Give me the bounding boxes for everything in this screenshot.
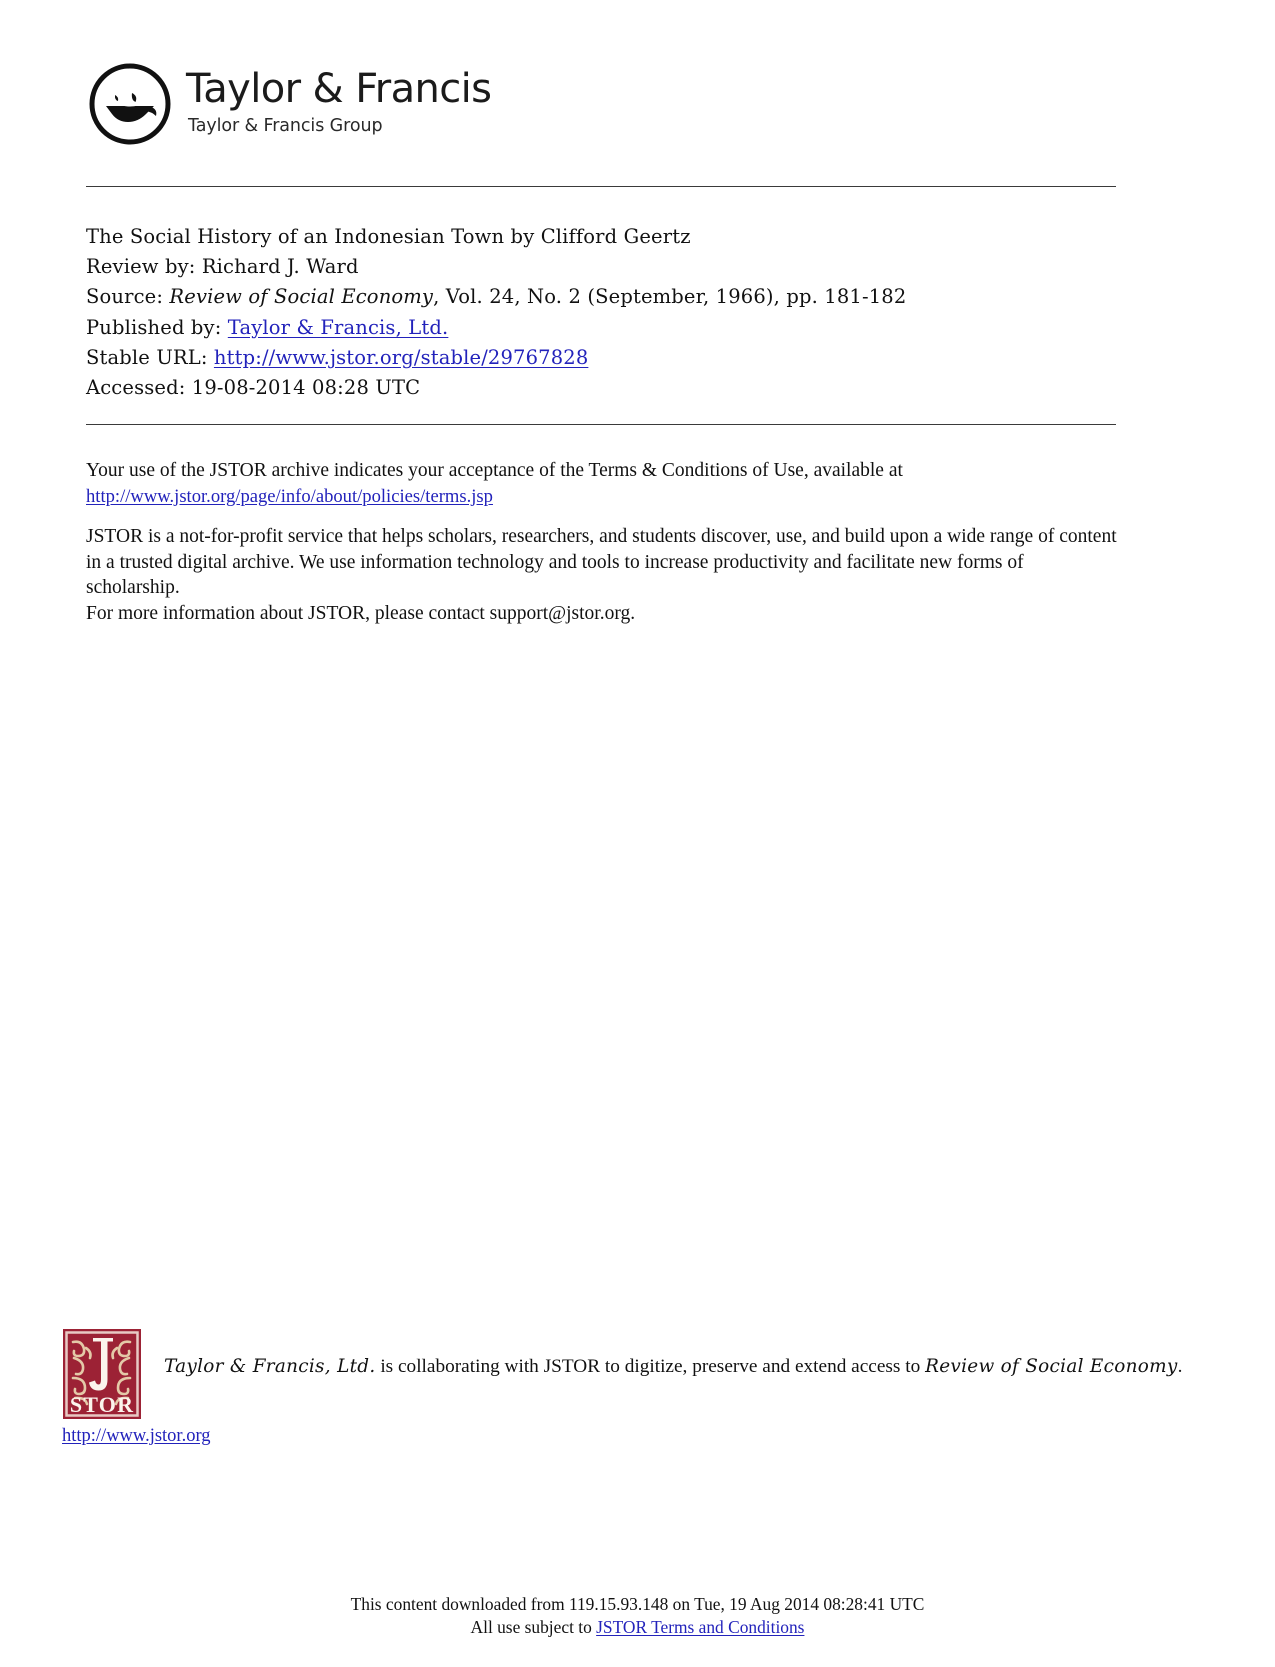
collab-journal: Review of Social Economy [925, 1356, 1178, 1377]
citation-source [86, 282, 1126, 312]
divider-top [86, 186, 1116, 187]
taylor-francis-logo [88, 62, 491, 146]
citation-stable-url [86, 343, 1126, 373]
accessed-label: Accessed: [86, 376, 192, 400]
page-footer [0, 1593, 1275, 1638]
publisher-tagline: Taylor & Francis Group [188, 115, 383, 136]
stable-url-label: Stable URL: [86, 345, 214, 369]
terms-acceptance-text: Your use of the JSTOR archive indicates your acceptance of the Terms & Conditions of Use, available at [86, 460, 903, 481]
taylor-francis-wordmark [186, 66, 492, 139]
citation-block [86, 222, 1126, 403]
source-journal-title: Review of Social Economy [169, 285, 434, 309]
citation-title: The Social History of an Indonesian Town by Clifford Geertz [86, 225, 691, 248]
source-label: Source: [86, 285, 170, 309]
citation-accessed [86, 373, 1126, 403]
footer-subject-line [0, 1616, 1275, 1639]
jstor-logo-word: STOR [69, 1392, 135, 1417]
policies-url-link[interactable]: http://www.jstor.org/page/info/about/policies/terms.jsp [86, 485, 493, 507]
jstor-logo-icon [62, 1328, 142, 1420]
jstor-about-block [86, 524, 1118, 626]
published-by-label: Published by: [86, 315, 228, 339]
review-by-label: Review by: [86, 255, 202, 279]
oil-lamp-icon [88, 62, 172, 146]
about-line-3: For more information about JSTOR, please contact support@jstor.org. [86, 602, 636, 624]
terms-acceptance-block [86, 458, 1118, 509]
footer-downloaded-line: This content downloaded from 119.15.93.148 on Tue, 19 Aug 2014 08:28:41 UTC [350, 1594, 925, 1614]
collaboration-statement [164, 1328, 1182, 1380]
about-line-2: in a trusted digital archive. We use information technology and tools to increase productivity and facilitate new forms of scholarship. [86, 551, 1024, 599]
divider-bottom [86, 424, 1116, 425]
accessed-value: 19-08-2014 08:28 UTC [191, 376, 421, 400]
publisher-name: Taylor & Francis [186, 66, 492, 113]
footer-terms-link[interactable]: JSTOR Terms and Conditions [596, 1616, 805, 1637]
source-details: , Vol. 24, No. 2 (September, 1966), pp. 181-182 [433, 285, 907, 309]
collab-middle: is collaborating with JSTOR to digitize, preserve and extend access to [375, 1356, 926, 1377]
collab-end: . [1177, 1356, 1183, 1377]
citation-published-by [86, 313, 1126, 343]
footer-subject-prefix: All use subject to [470, 1616, 597, 1637]
jstor-logo [62, 1328, 211, 1447]
stable-url-link[interactable]: http://www.jstor.org/stable/29767828 [213, 345, 589, 369]
jstor-url-link[interactable]: http://www.jstor.org [62, 1426, 211, 1446]
jstor-footer-block [62, 1328, 1183, 1447]
about-line-1: JSTOR is a not-for-profit service that helps scholars, researchers, and students discover, use, and build upon a wide range of content [86, 526, 1117, 547]
citation-review-by [86, 252, 1126, 282]
collab-publisher: Taylor & Francis, Ltd. [164, 1356, 376, 1377]
review-by-value: Richard J. Ward [201, 255, 359, 279]
publisher-link[interactable]: Taylor & Francis, Ltd. [227, 315, 449, 339]
